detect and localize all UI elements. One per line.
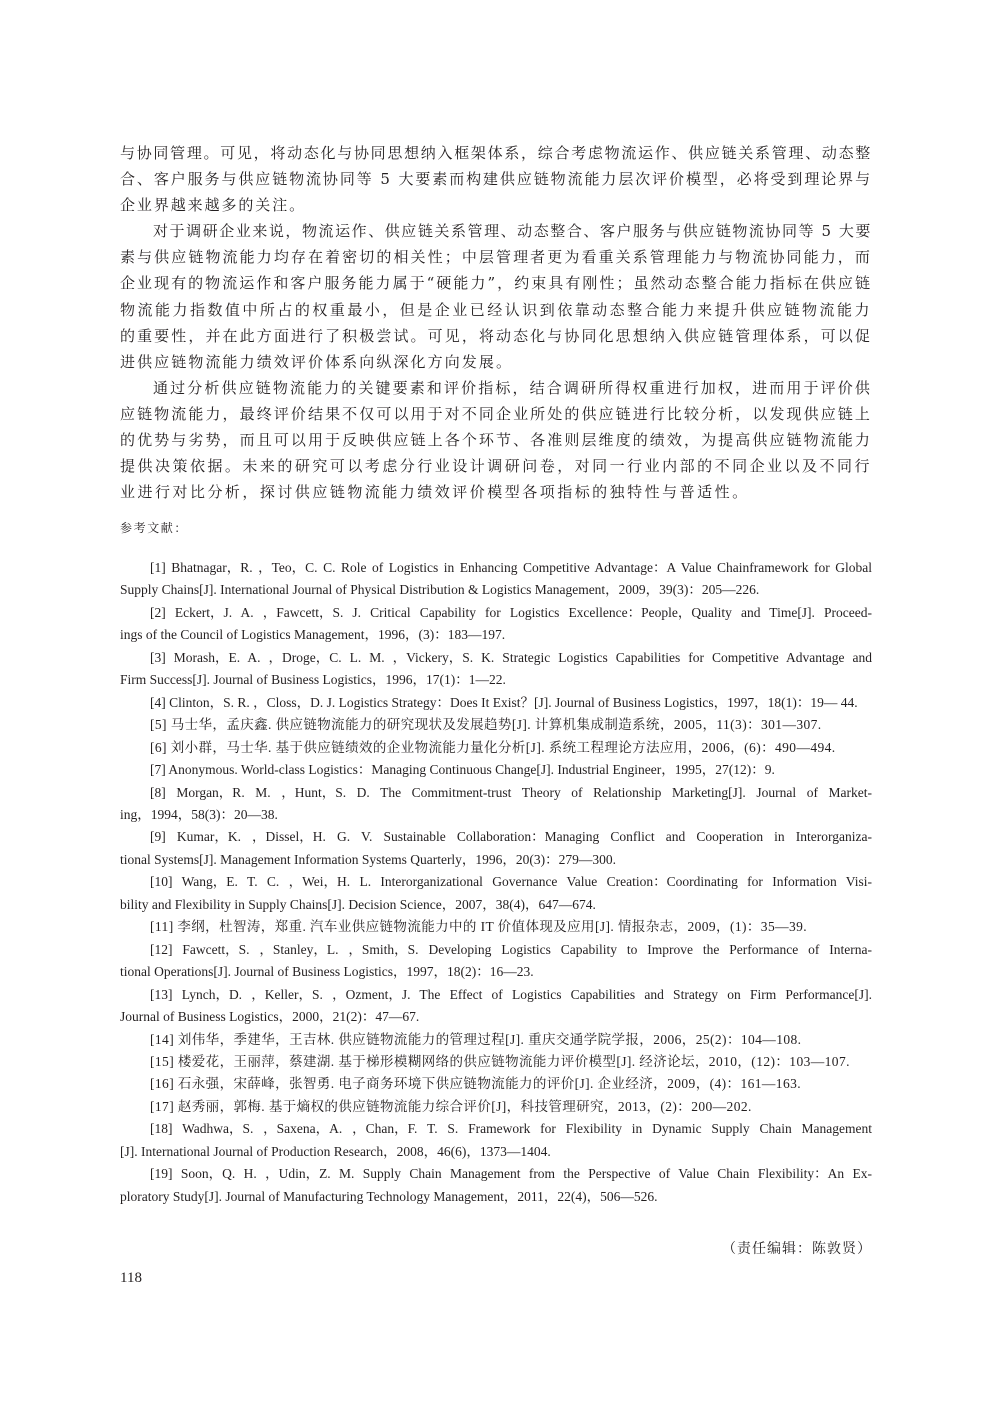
editor-credit: （责任编辑：陈敦贤） [722, 1241, 872, 1257]
reference-line: tional Operations[J]. Journal of Business Logistics，1997，18(2)：16—23. [120, 964, 534, 980]
text-line: 通过分析供应链物流能力的关键要素和评价指标，结合调研所得权重进行加权，进而用于评价供 [153, 378, 872, 397]
reference-line: [J]. International Journal of Production Research，2008，46(6)，1373—1404. [120, 1143, 551, 1159]
reference-line: [2] Eckert，J. A. ，Fawcett，S. J. Critical Capability for Logistics Excellence：People，Quality and Time[J]. Proceed- [150, 604, 872, 620]
reference-item [120, 939, 872, 984]
text-line: 合、客户服务与供应链物流协同等 5 大要素而构建供应链物流能力层次评价模型，必将受到理论界与 [120, 170, 872, 189]
reference-line: [4] Clinton，S. R. ，Closs，D. J. Logistics Strategy：Does It Exist？[J]. Journal of Business Logistics，1997，18(1)：19— 44. [150, 694, 858, 710]
reference-line: [5] 马士华，孟庆鑫. 供应链物流能力的研究现状及发展趋势[J]. 计算机集成制造系统，2005，11(3)：301—307. [150, 717, 822, 733]
reference-item [120, 1118, 872, 1163]
reference-line: [6] 刘小群，马士华. 基于供应链绩效的企业物流能力量化分析[J]. 系统工程理论方法应用，2006，(6)：490—494. [150, 739, 836, 755]
text-line: 物流能力指数值中所占的权重最小，但是企业已经认识到依靠动态整合能力来提升供应链物流能力 [120, 300, 872, 319]
text-line: 的重要性，并在此方面进行了积极尝试。可见，将动态化与协同化思想纳入供应链管理体系，可以促 [120, 326, 872, 345]
reference-item [120, 647, 872, 692]
reference-line: [17] 赵秀丽，郭梅. 基于熵权的供应链物流能力综合评价[J]，科技管理研究，2013，(2)：200—202. [150, 1098, 752, 1114]
reference-item [120, 1029, 872, 1051]
reference-item [120, 602, 872, 647]
reference-line: Supply Chains[J]. International Journal of Physical Distribution & Logistics Management，2009，39(3)：205—226. [120, 582, 760, 598]
reference-item [120, 1096, 872, 1118]
reference-item [120, 871, 872, 916]
reference-item [120, 984, 872, 1029]
references-heading: 参考文献： [120, 521, 189, 535]
text-line: 的优势与劣势，而且可以用于反映供应链上各个环节、各准则层维度的绩效，为提高供应链物流能力 [120, 431, 872, 450]
body-paragraph [120, 375, 872, 505]
reference-item [120, 826, 872, 871]
reference-item [120, 1163, 872, 1208]
reference-line: Journal of Business Logistics，2000，21(2)：47—67. [120, 1009, 420, 1025]
text-line: 对于调研企业来说，物流运作、供应链关系管理、动态整合、客户服务与供应链物流协同等 5 大要 [153, 222, 872, 241]
reference-line: [16] 石永强，宋薛峰，张智勇. 电子商务环境下供应链物流能力的评价[J]. 企业经济，2009，(4)：161—163. [150, 1076, 802, 1092]
reference-line: [12] Fawcett，S. ，Stanley，L. ，Smith，S. Developing Logistics Capability to Improve the Performance of Interna- [150, 941, 872, 957]
article-body [120, 140, 872, 505]
reference-line: [13] Lynch，D. ，Keller，S. ，Ozment，J. The Effect of Logistics Capabilities and Strategy on Firm Performance[J]. [150, 986, 872, 1002]
reference-line: [7] Anonymous. World-class Logistics：Managing Continuous Change[J]. Industrial Engineer，1995，27(12)：9. [150, 762, 775, 778]
reference-item [120, 1051, 872, 1073]
reference-item [120, 692, 872, 714]
reference-list [120, 557, 872, 1208]
reference-line: [8] Morgan，R. M. ，Hunt，S. D. The Commitment-trust Theory of Relationship Marketing[J]. Journal of Market- [150, 784, 872, 800]
text-line: 进供应链物流能力绩效评价体系向纵深化方向发展。 [120, 352, 514, 371]
text-line: 与协同管理。可见，将动态化与协同思想纳入框架体系，综合考虑物流运作、供应链关系管理、动态整 [120, 144, 872, 162]
reference-line: [19] Soon，Q. H. ，Udin，Z. M. Supply Chain Management from the Perspective of Value Chain Flexibility：An Ex- [150, 1166, 872, 1182]
reference-line: ings of the Council of Logistics Management，1996，(3)：183—197. [120, 627, 506, 643]
reference-item [120, 1073, 872, 1095]
text-line: 企业现有的物流运作和客户服务能力属于“硬能力”，约束具有刚性；虽然动态整合能力指标在供应链 [120, 274, 872, 293]
body-paragraph [120, 140, 872, 218]
reference-line: [15] 楼爱花，王丽萍，蔡建湖. 基于梯形模糊网络的供应链物流能力评价模型[J]. 经济论坛，2010，(12)：103—107. [150, 1053, 850, 1069]
reference-line: tional Systems[J]. Management Information Systems Quarterly，1996，20(3)：279—300. [120, 851, 617, 867]
reference-item [120, 737, 872, 759]
reference-item [120, 782, 872, 827]
reference-line: bility and Flexibility in Supply Chains[J]. Decision Science，2007，38(4)，647—674. [120, 896, 596, 912]
reference-item [120, 916, 872, 938]
reference-line: [1] Bhatnagar，R. ，Teo，C. C. Role of Logistics in Enhancing Competitive Advantage：A Value Chainframework for Global [150, 560, 872, 575]
reference-line: Firm Success[J]. Journal of Business Logistics，1996，17(1)：1—22. [120, 672, 506, 688]
reference-item [120, 557, 872, 602]
reference-line: [9] Kumar，K. ，Dissel，H. G. V. Sustainable Collaboration：Managing Conflict and Cooperation in Interorganiza- [150, 829, 872, 845]
reference-line: ploratory Study[J]. Journal of Manufacturing Technology Management，2011，22(4)，506—526. [120, 1188, 658, 1204]
reference-line: [11] 李纲，杜智涛，郑重. 汽车业供应链物流能力中的 IT 价值体现及应用[J]. 情报杂志，2009，(1)：35—39. [150, 919, 808, 935]
text-line: 企业界越来越多的关注。 [120, 196, 307, 215]
reference-line: ing，1994，58(3)：20—38. [120, 806, 278, 822]
text-line: 应链物流能力，最终评价结果不仅可以用于对不同企业所处的供应链进行比较分析，以发现供应链上 [120, 404, 872, 423]
text-line: 提供决策依据。未来的研究可以考虑分行业设计调研问卷，对同一行业内部的不同企业以及不同行 [120, 457, 872, 476]
reference-line: [18] Wadhwa，S. ，Saxena，A. ，Chan，F. T. S. Framework for Flexibility in Dynamic Supply Chain Management [150, 1121, 872, 1137]
reference-line: [3] Morash，E. A. ，Droge，C. L. M. ，Vickery，S. K. Strategic Logistics Capabilities for Competitive Advantage and [150, 649, 872, 665]
reference-item [120, 714, 872, 736]
body-paragraph [120, 218, 872, 375]
reference-line: [14] 刘伟华，季建华，王吉林. 供应链物流能力的管理过程[J]. 重庆交通学院学报，2006，25(2)：104—108. [150, 1031, 802, 1047]
text-line: 业进行对比分析，探讨供应链物流能力绩效评价模型各项指标的独特性与普适性。 [120, 483, 750, 502]
reference-item [120, 759, 872, 781]
page-number: 118 [120, 1270, 142, 1286]
reference-line: [10] Wang，E. T. C. ，Wei，H. L. Interorganizational Governance Value Creation：Coordinating for Information Visi- [150, 874, 872, 890]
text-line: 素与供应链物流能力均存在着密切的相关性；中层管理者更为看重关系管理能力与物流协同能力，而 [120, 248, 872, 267]
